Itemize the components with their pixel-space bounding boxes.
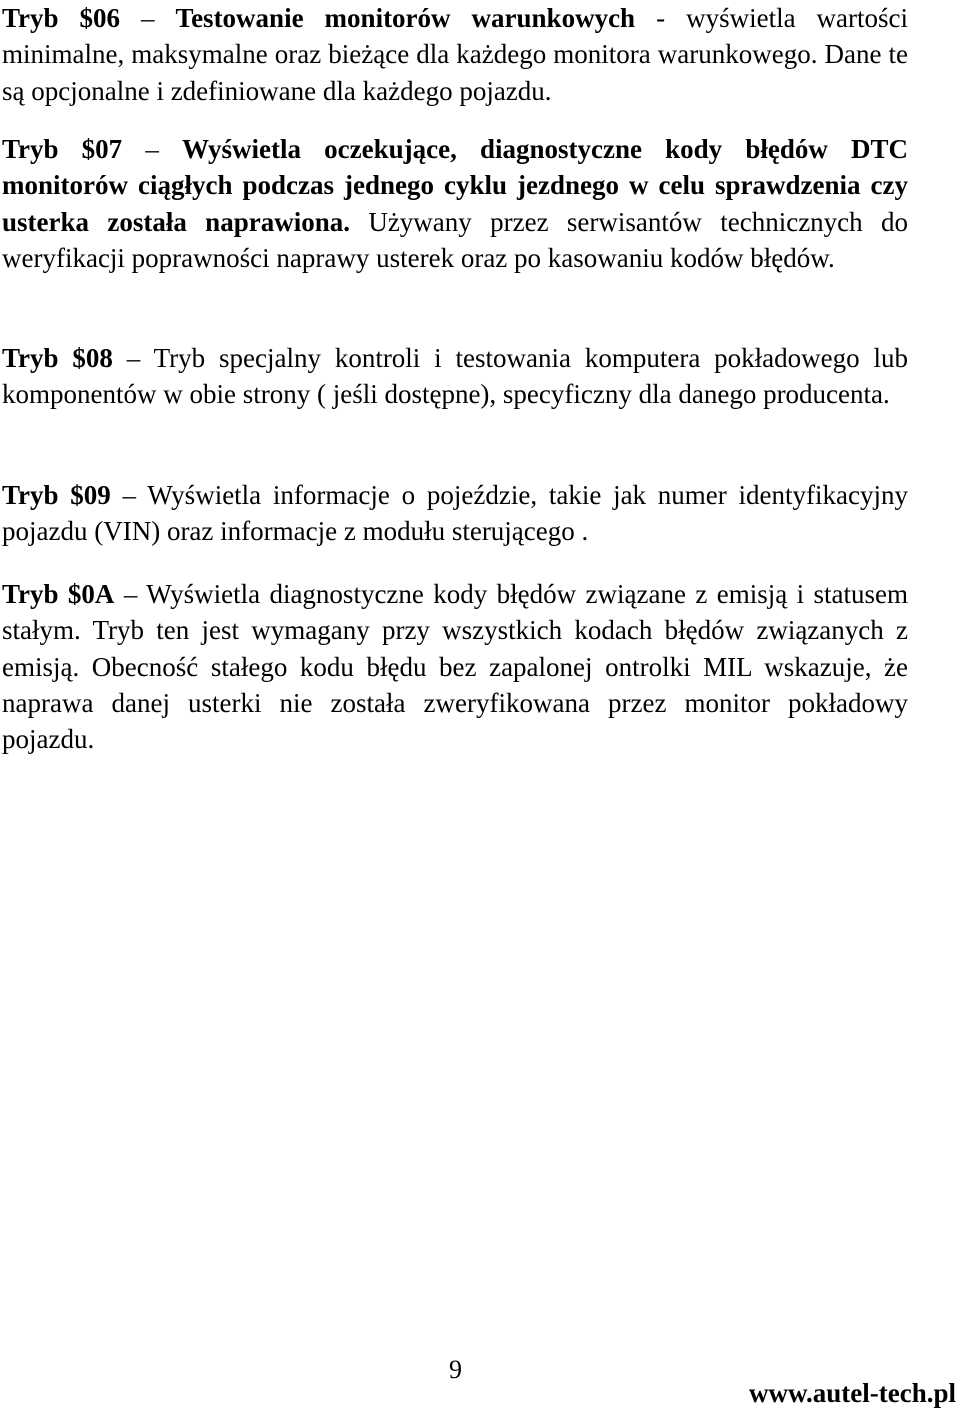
paragraph-mode-06 (2, 0, 908, 109)
page-number: 9 (449, 1355, 462, 1384)
mode-dash: – (145, 134, 159, 164)
footer-url: www.autel-tech.pl (749, 1378, 956, 1408)
paragraph-mode-0a (2, 576, 908, 757)
mode-label: Tryb $09 (2, 480, 111, 510)
mode-description: Używany przez serwisantów technicznych do weryfikacji poprawności naprawy usterek oraz po kasowaniu kodów błędów. (2, 206, 909, 273)
mode-label: Tryb $07 (2, 134, 123, 164)
paragraph-mode-08 (2, 340, 908, 413)
paragraph-mode-07 (2, 131, 908, 276)
mode-description: Wyświetla diagnostyczne kody błędów związane z emisją i statusem stałym. Tryb ten jest wymagany przy wszystkich kodach błędów związanych z emisją. Obecność stałego kodu błędu bez zapalonej ontrolki MIL wskazuje, że naprawa danej usterki nie została zweryfikowana przez monitor pokładowy pojazdu. (2, 579, 909, 755)
mode-description: Tryb specjalny kontroli i testowania komputera pokładowego lub komponentów w obie strony ( jeśli dostępne), specyficzny dla danego producenta. (2, 343, 908, 410)
paragraph-mode-09 (2, 477, 908, 550)
mode-dash: – (123, 579, 138, 609)
mode-description: Wyświetla informacje o pojeździe, takie jak numer identyfikacyjny pojazdu (VIN) oraz informacje z modułu sterującego . (2, 480, 908, 547)
mode-dash: – (126, 343, 141, 373)
mode-title: Testowanie monitorów warunkowych (175, 3, 636, 33)
mode-label: Tryb $06 (2, 3, 121, 33)
mode-description: - wyświetla wartości minimalne, maksymalne oraz bieżące dla każdego monitora warunkowego. Dane te są opcjonalne i zdefiniowane dla każdego pojazdu. (2, 3, 909, 106)
mode-label: Tryb $0A (2, 579, 115, 609)
mode-title: Wyświetla oczekujące, diagnostyczne kody błędów DTC monitorów ciągłych podczas jednego cyklu jezdnego w celu sprawdzenia czy usterka została naprawiona. (2, 134, 908, 237)
mode-dash: – (122, 480, 137, 510)
mode-dash: – (141, 3, 155, 33)
mode-label: Tryb $08 (2, 343, 113, 373)
